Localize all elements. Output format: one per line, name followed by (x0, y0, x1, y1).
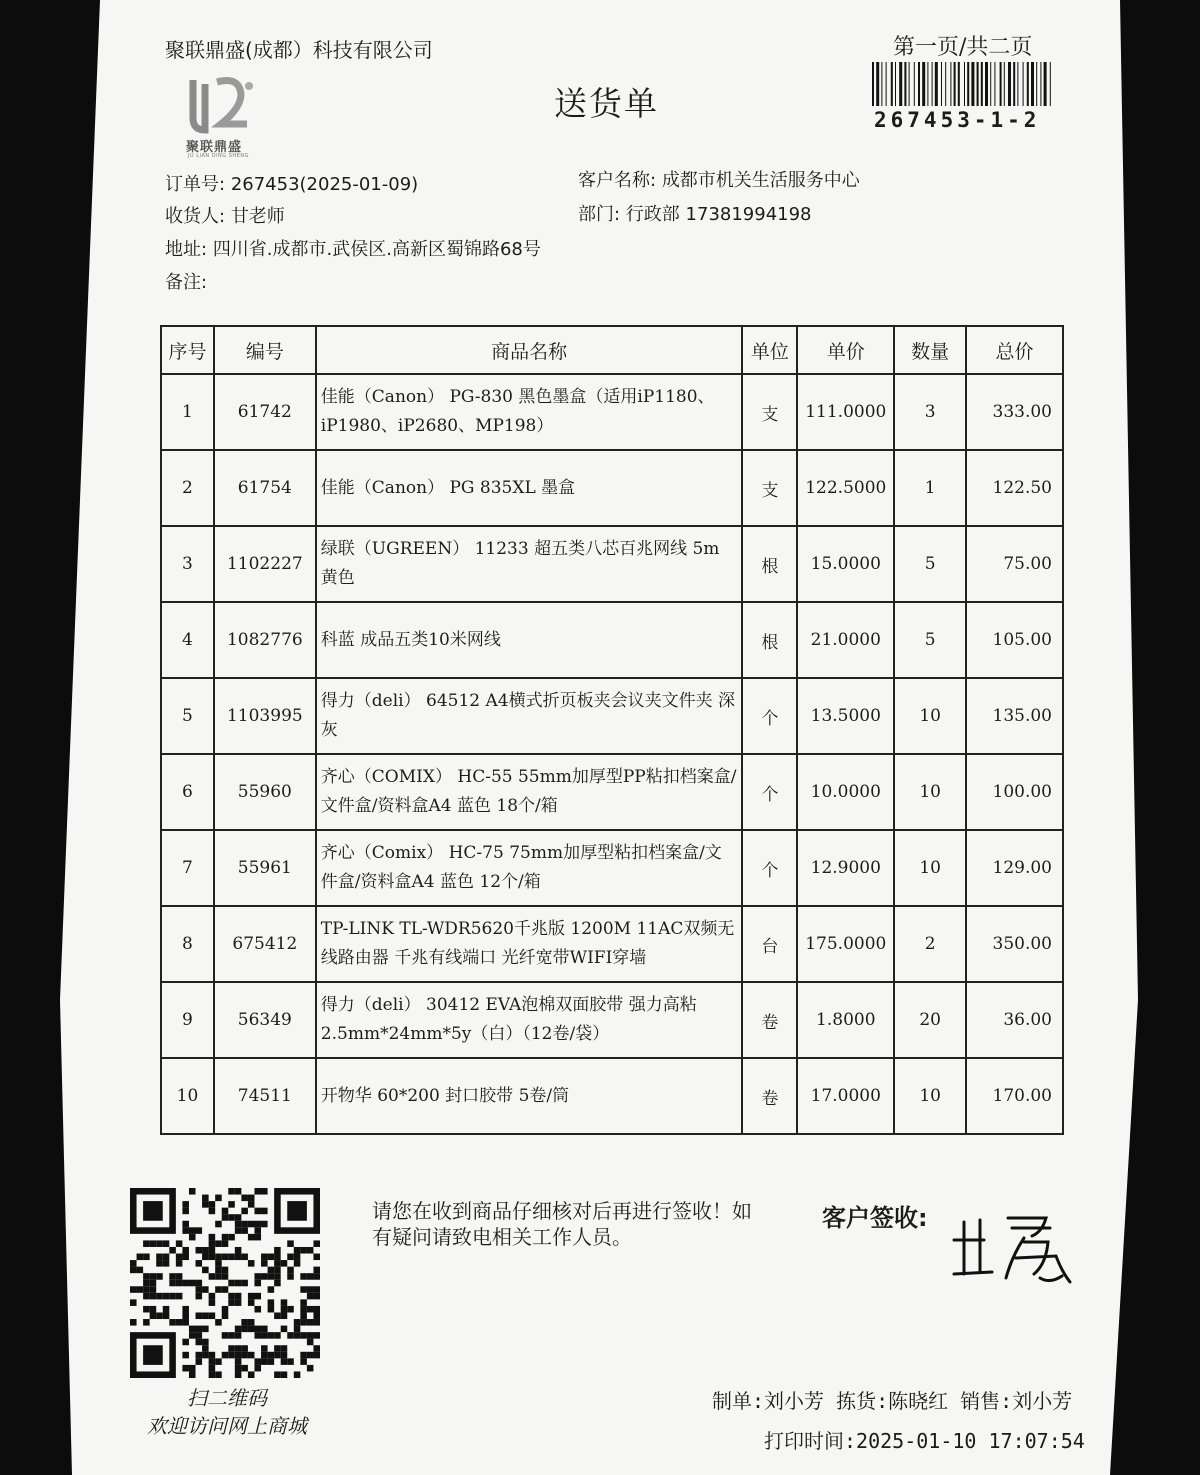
cell-total: 135.00 (966, 678, 1063, 754)
order-number-row (165, 170, 418, 196)
cell-quantity: 10 (894, 754, 966, 830)
cell-unit-price: 111.0000 (797, 374, 894, 450)
cell-seq: 3 (161, 526, 214, 602)
logo-text: 聚联鼎盛 (186, 140, 243, 155)
customer-label: 客户名称: (578, 170, 657, 191)
cell-unit: 支 (742, 374, 797, 450)
customer-row (578, 166, 860, 192)
cell-unit: 台 (742, 906, 797, 982)
cell-product-name: TP-LINK TL-WDR5620千兆版 1200M 11AC双频无线路由器 千兆有线端口 光纤宽带WIFI穿墙 (316, 906, 743, 982)
table-row (161, 678, 1063, 754)
cell-code: 61754 (214, 450, 316, 526)
address-label: 地址: (165, 239, 208, 260)
header-unit: 单位 (742, 326, 797, 374)
cell-unit: 卷 (742, 982, 797, 1058)
cell-quantity: 3 (894, 374, 966, 450)
cell-total: 350.00 (966, 906, 1063, 982)
cell-unit: 个 (742, 678, 797, 754)
cell-unit: 根 (742, 602, 797, 678)
cell-total: 333.00 (966, 374, 1063, 450)
cell-unit-price: 122.5000 (797, 450, 894, 526)
cell-quantity: 2 (894, 906, 966, 982)
table-row (161, 374, 1063, 450)
goods-table (160, 325, 1064, 1135)
cell-quantity: 10 (894, 1058, 966, 1134)
cell-code: 55961 (214, 830, 316, 906)
cell-seq: 1 (161, 374, 214, 450)
cell-product-name: 科蓝 成品五类10米网线 (316, 602, 743, 678)
cell-code: 74511 (214, 1058, 316, 1134)
cell-unit-price: 13.5000 (797, 678, 894, 754)
customer-sign-label: 客户签收: (822, 1204, 928, 1232)
table-row (161, 906, 1063, 982)
qr-code[interactable] (130, 1188, 320, 1378)
cell-unit-price: 10.0000 (797, 754, 894, 830)
header-code: 编号 (214, 326, 316, 374)
cell-quantity: 5 (894, 602, 966, 678)
cell-total: 122.50 (966, 450, 1063, 526)
logo-subtext: JU LIAN DING SHENG (188, 153, 249, 159)
header-seq: 序号 (161, 326, 214, 374)
customer-signature (950, 1212, 1080, 1292)
receiver-row (165, 202, 285, 228)
receiver-label: 收货人: (165, 206, 226, 227)
address-value: 四川省.成都市.武侯区.高新区蜀锦路68号 (212, 239, 541, 260)
order-number-value: 267453(2025-01-09) (230, 174, 419, 195)
customer-value: 成都市机关生活服务中心 (661, 170, 860, 191)
address-row (165, 235, 541, 261)
cell-seq: 4 (161, 602, 214, 678)
cell-unit-price: 12.9000 (797, 830, 894, 906)
cell-code: 675412 (214, 906, 316, 982)
cell-unit: 个 (742, 754, 797, 830)
cell-code: 55960 (214, 754, 316, 830)
table-row (161, 754, 1063, 830)
company-name: 聚联鼎盛(成都）科技有限公司 (165, 38, 433, 62)
cell-code: 1103995 (214, 678, 316, 754)
staff-line: 制单:刘小芳 拣货:陈晓红 销售:刘小芳 (712, 1389, 1073, 1413)
cell-total: 100.00 (966, 754, 1063, 830)
table-row (161, 602, 1063, 678)
cell-quantity: 10 (894, 830, 966, 906)
cell-unit: 个 (742, 830, 797, 906)
department-row (578, 200, 812, 226)
header-product-name: 商品名称 (316, 326, 743, 374)
cell-quantity: 20 (894, 982, 966, 1058)
cell-total: 105.00 (966, 602, 1063, 678)
cell-total: 75.00 (966, 526, 1063, 602)
cell-seq: 8 (161, 906, 214, 982)
cell-product-name: 齐心（Comix） HC-75 75mm加厚型粘扣档案盒/文件盒/资料盒A4 蓝色 12个/箱 (316, 830, 743, 906)
order-number-label: 订单号: (165, 174, 226, 195)
remark-label: 备注: (165, 272, 208, 293)
cell-product-name: 绿联（UGREEN） 11233 超五类八芯百兆网线 5m 黄色 (316, 526, 743, 602)
cell-product-name: 得力（deli） 64512 A4横式折页板夹会议夹文件夹 深灰 (316, 678, 743, 754)
cell-unit-price: 15.0000 (797, 526, 894, 602)
cell-quantity: 1 (894, 450, 966, 526)
document-title: 送货单 (554, 84, 659, 123)
cell-total: 170.00 (966, 1058, 1063, 1134)
cell-unit: 根 (742, 526, 797, 602)
cell-seq: 10 (161, 1058, 214, 1134)
header-quantity: 数量 (894, 326, 966, 374)
remark-row (165, 268, 207, 294)
cell-unit-price: 175.0000 (797, 906, 894, 982)
verification-notice: 请您在收到商品仔细核对后再进行签收！如有疑问请致电相关工作人员。 (372, 1199, 752, 1250)
cell-code: 56349 (214, 982, 316, 1058)
cell-unit-price: 17.0000 (797, 1058, 894, 1134)
table-row (161, 526, 1063, 602)
cell-total: 36.00 (966, 982, 1063, 1058)
cell-seq: 2 (161, 450, 214, 526)
cell-seq: 5 (161, 678, 214, 754)
table-row (161, 450, 1063, 526)
department-label: 部门: (578, 204, 621, 225)
table-row (161, 830, 1063, 906)
cell-unit-price: 1.8000 (797, 982, 894, 1058)
cell-unit: 支 (742, 450, 797, 526)
barcode-number: 267453-1-2 (874, 108, 1041, 132)
cell-total: 129.00 (966, 830, 1063, 906)
cell-product-name: 得力（deli） 30412 EVA泡棉双面胶带 强力高粘 2.5mm*24mm*5y（白）（12卷/袋） (316, 982, 743, 1058)
table-row (161, 1058, 1063, 1134)
cell-quantity: 10 (894, 678, 966, 754)
cell-code: 61742 (214, 374, 316, 450)
cell-code: 1082776 (214, 602, 316, 678)
table-row (161, 982, 1063, 1058)
qr-caption (122, 1384, 332, 1440)
cell-seq: 9 (161, 982, 214, 1058)
cell-product-name: 齐心（COMIX） HC-55 55mm加厚型PP粘扣档案盒/文件盒/资料盒A4 蓝色 18个/箱 (316, 754, 743, 830)
cell-product-name: 佳能（Canon） PG 835XL 墨盒 (316, 450, 743, 526)
print-time: 打印时间:2025-01-10 17:07:54 (764, 1429, 1085, 1453)
header-unit-price: 单价 (797, 326, 894, 374)
company-logo (183, 74, 263, 136)
table-header-row (161, 326, 1063, 374)
cell-code: 1102227 (214, 526, 316, 602)
cell-unit: 卷 (742, 1058, 797, 1134)
cell-unit-price: 21.0000 (797, 602, 894, 678)
cell-seq: 6 (161, 754, 214, 830)
page-indicator: 第一页/共二页 (893, 35, 1033, 60)
header-total: 总价 (966, 326, 1063, 374)
cell-product-name: 佳能（Canon） PG-830 黑色墨盒（适用iP1180、iP1980、iP2680、MP198） (316, 374, 743, 450)
receiver-value: 甘老师 (230, 206, 285, 227)
barcode (872, 62, 1052, 106)
cell-quantity: 5 (894, 526, 966, 602)
department-value: 行政部 17381994198 (625, 204, 812, 225)
qr-caption-line-2: 欢迎访问网上商城 (147, 1414, 307, 1438)
qr-caption-line-1: 扫二维码 (187, 1386, 267, 1410)
cell-product-name: 开物华 60*200 封口胶带 5卷/筒 (316, 1058, 743, 1134)
cell-seq: 7 (161, 830, 214, 906)
